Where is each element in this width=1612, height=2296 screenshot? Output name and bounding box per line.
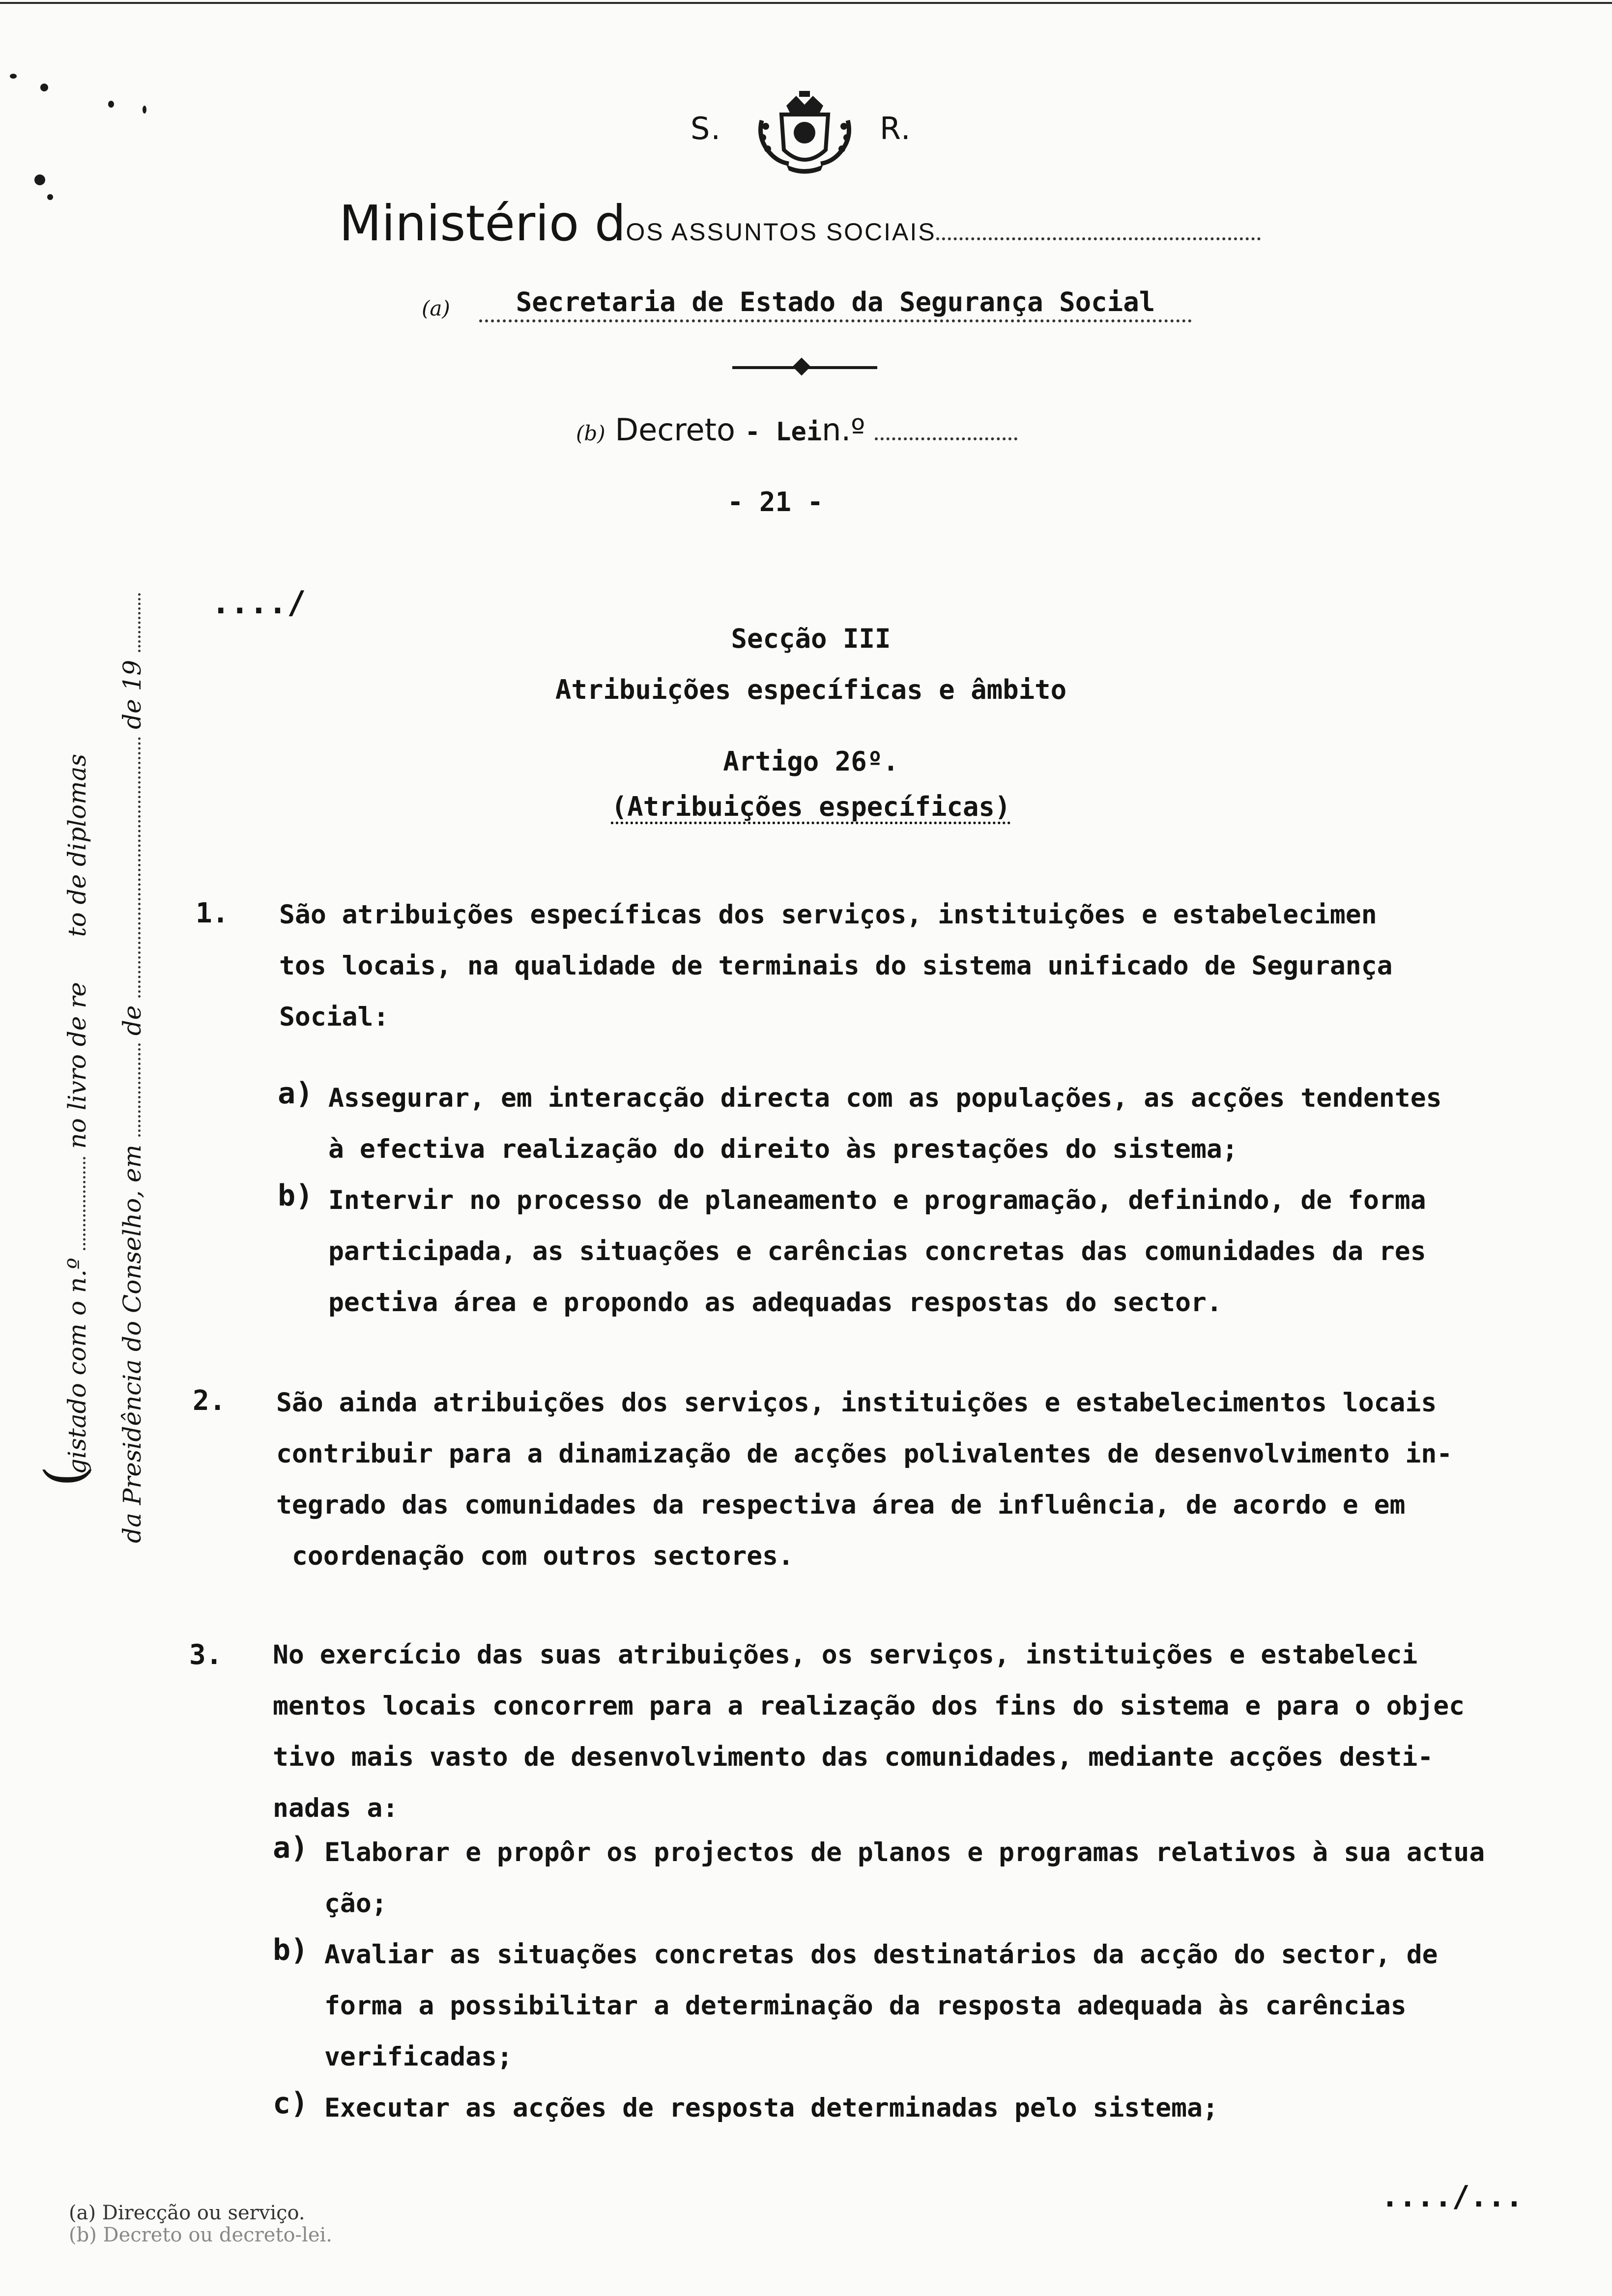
ministry-dotted-line: [936, 237, 1261, 240]
text-line: Executar as acções de resposta determinadas pelo sistema;: [324, 2093, 1218, 2123]
paper-speck: [34, 174, 45, 185]
ministry-name: OS ASSUNTOS SOCIAIS: [626, 218, 936, 246]
margin-blank: [133, 737, 141, 998]
text-line: Assegurar, em interacção directa com as populações, as acções tendentes: [328, 1083, 1442, 1113]
article-title: [442, 791, 1180, 822]
paragraph-2-number: 2.: [193, 1385, 226, 1417]
section-title: Secção III: [731, 623, 891, 654]
margin-text: de: [118, 1005, 146, 1036]
text-line: Social:: [279, 1002, 389, 1032]
text-line: verificadas;: [324, 2042, 513, 2072]
continuation-mark-top: ..../: [211, 585, 306, 621]
decreto-number-label: n.º: [822, 412, 865, 448]
secretaria-title: Secretaria de Estado da Segurança Social: [479, 287, 1192, 322]
text-line: pectiva área e propondo as adequadas respostas do sector.: [328, 1288, 1222, 1318]
paper-speck: [143, 106, 146, 114]
paragraph-3-number: 3.: [189, 1639, 223, 1671]
margin-blank: [133, 1043, 141, 1137]
text-line: Intervir no processo de planeamento e programação, definindo, de forma: [328, 1185, 1426, 1215]
paper-speck: [108, 101, 114, 108]
ministry-line: [339, 195, 1261, 252]
decreto-line: [576, 412, 1017, 448]
margin-text: gistado com o n.º: [63, 1258, 91, 1474]
text-line: No exercício das suas atribuições, os serviços, instituições e estabeleci: [273, 1640, 1418, 1670]
text-line: tivo mais vasto de desenvolvimento das comunidades, mediante acções desti-: [273, 1742, 1434, 1772]
footnote-b: (b) Decreto ou decreto-lei.: [69, 2224, 333, 2246]
text-line: tos locais, na qualidade de terminais do sistema unificado de Segurança: [279, 951, 1393, 981]
text-line: coordenação com outros sectores.: [276, 1541, 794, 1571]
secretaria-footnote-marker: (a): [422, 296, 450, 320]
margin-text: no livro de re: [63, 982, 91, 1149]
margin-parenthesis: (: [33, 1465, 96, 1487]
margin-blank: [78, 1157, 86, 1250]
paper-speck: [47, 194, 53, 200]
paragraph-2: [276, 1378, 1452, 1582]
top-border-rule: [0, 2, 1612, 4]
footnote-a: (a) Direcção ou serviço.: [69, 2202, 305, 2224]
item-1a: [328, 1073, 1442, 1175]
paragraph-3: [273, 1630, 1465, 1834]
text-line: mentos locais concorrem para a realização dos fins do sistema e para o objec: [273, 1691, 1465, 1721]
coat-of-arms-icon: [752, 91, 858, 174]
margin-registration-line-2: [118, 593, 146, 1543]
item-3a: [324, 1827, 1485, 1929]
text-line: contribuir para a dinamização de acções polivalentes de desenvolvimento in-: [276, 1439, 1453, 1469]
decreto-typed: - Lei: [745, 417, 822, 447]
decreto-word: Decreto: [615, 412, 735, 448]
text-line: forma a possibilitar a determinação da resposta adequada às carências: [324, 1991, 1407, 2021]
ministry-prefix: Ministério d: [339, 195, 626, 252]
item-3b-letter: b): [273, 1933, 309, 1967]
item-3a-letter: a): [273, 1831, 309, 1865]
article-title-text: (Atribuições específicas): [611, 791, 1011, 822]
text-line: nadas a:: [273, 1793, 399, 1823]
continuation-mark-bottom: ..../...: [1381, 2180, 1523, 2214]
text-line: São ainda atribuições dos serviços, instituições e estabelecimentos locais: [276, 1388, 1437, 1418]
paragraph-1-number: 1.: [196, 897, 229, 929]
margin-text: to de diplomas: [63, 753, 91, 937]
letterhead-r: R.: [880, 111, 912, 146]
item-3c-letter: c): [273, 2086, 309, 2121]
text-line: Elaborar e propôr os projectos de planos e programas relativos à sua actua: [324, 1837, 1485, 1867]
text-line: São atribuições específicas dos serviços, instituições e estabelecimen: [279, 900, 1377, 930]
paper-speck: [10, 74, 17, 79]
margin-text: da Presidência do Conselho, em: [118, 1145, 146, 1543]
paper-speck: [40, 84, 48, 91]
item-1b-letter: b): [278, 1178, 314, 1213]
margin-blank: [133, 593, 141, 652]
page-number: - 21 -: [727, 487, 824, 517]
text-line: tegrado das comunidades da respectiva área de influência, de acordo e em: [276, 1490, 1406, 1520]
decreto-footnote-marker: (b): [576, 421, 605, 445]
margin-registration-line-1: [63, 754, 91, 1474]
article-number: Artigo 26º.: [723, 746, 899, 777]
item-1b: [328, 1175, 1426, 1328]
text-line: ção;: [324, 1889, 387, 1919]
section-subtitle: Atribuições específicas e âmbito: [555, 674, 1067, 705]
ornament-diamond-icon: [793, 358, 811, 376]
decreto-dotted-line: [875, 437, 1017, 440]
text-line: à efectiva realização do direito às prestações do sistema;: [328, 1134, 1238, 1164]
item-3b: [324, 1929, 1438, 2083]
paragraph-1: [279, 890, 1393, 1043]
text-line: Avaliar as situações concretas dos destinatários da acção do sector, de: [324, 1940, 1438, 1970]
text-line: participada, as situações e carências concretas das comunidades da res: [328, 1236, 1426, 1266]
letterhead-s: S.: [691, 111, 722, 146]
item-3c: [324, 2083, 1218, 2134]
item-1a-letter: a): [278, 1076, 314, 1111]
margin-text: de 19: [118, 660, 146, 729]
